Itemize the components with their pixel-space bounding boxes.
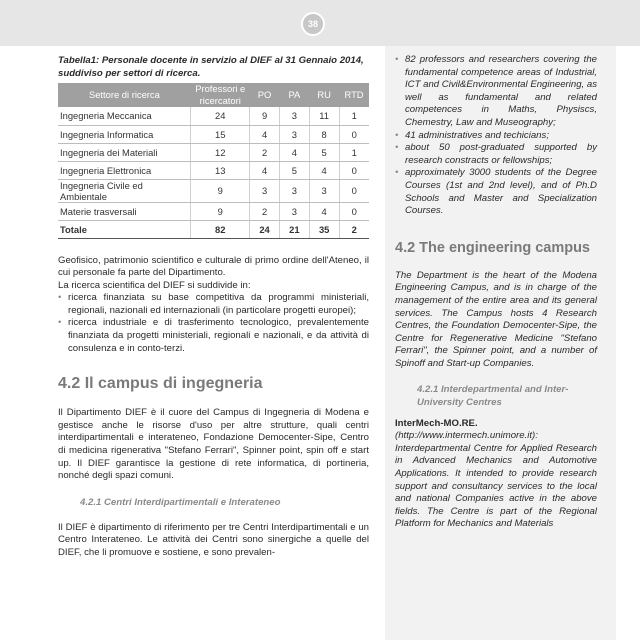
total-label: Totale [58,220,191,238]
cell-ru: 8 [309,125,339,143]
bullet-icon: • [58,317,62,329]
list-item: • approximately 3000 students of the Degree Courses (1st and 2nd level), and of Ph.D Schools and Master and Specialization Courses. [395,167,597,217]
italian-paragraph-2: Il Dipartimento DIEF è il cuore del Campus di Ingegneria di Modena e gestisce anche le risorse d'uso per altre strutture, quali centri interdipartimentali e interateneo, Fondazione Democenter-Sipe, Centro di medicina rigenerativa "Stefano Ferrari", Spinner point, spin off e start up. Il DIEF garantisce la gestione di rete informatica, di portineria, nonché degli spazi comuni. [58,407,369,482]
cell-professors: 9 [191,179,250,202]
bullet-icon: • [395,167,399,179]
cell-po: 9 [250,107,280,125]
cell-ru: 3 [309,179,339,202]
header-pa: PA [279,83,309,107]
cell-professors: 9 [191,202,250,220]
header-rtd: RTD [339,83,369,107]
cell-professors: 24 [191,107,250,125]
cell-po: 4 [250,125,280,143]
table-header-row [58,83,369,107]
bullet-icon: • [395,54,399,65]
cell-pa: 5 [279,161,309,179]
cell-pa: 4 [279,143,309,161]
list-item: • ricerca finanziata su base competitiva da programmi ministeriali, regionali, nazionali ed internazionali (in particolare progetti europei); [58,292,369,316]
cell-rtd: 0 [339,125,369,143]
list-item: • 82 professors and researchers covering the fundamental competence areas of Industrial, ICT and Civil&Environmental Engineering, as well as fundamental and related competences in Maths, Physiscs, Chemestry, Law and Museography; [395,54,597,128]
cell-rtd: 1 [339,107,369,125]
cell-po: 4 [250,161,280,179]
cell-ru: 4 [309,161,339,179]
center-description: (http://www.intermech.unimore.it): Interdepartmental Centre for Applied Research in Advanced Mechanics and Automotive Applications. It intended to provide research support and consultancy services to the local and national Companies active in the above fields. The Centre is part of the Regional Platform for Mechanics and Materials [395,430,597,530]
italian-subsection-heading: 4.2.1 Centri Interdipartimentali e Interateneo [80,496,281,508]
total-pa: 21 [279,220,309,238]
list-item: • about 50 post-graduated supported by research constracts or fellowships; [395,142,597,166]
header-sector: Settore di ricerca [58,83,191,107]
table-row [58,202,369,220]
english-paragraph-1: The Department is the heart of the Modena Engineering Campus, and is in charge of the management of the entire area and its general services. The Campus hosts 4 Research Centres, the Foundation Democenter-Sipe, the Centre for Regenerative Medicine "Stefano Ferrari", the Spinner point, and a number of Spinoff and Start-up Companies. [395,269,597,369]
header-professors: Professori e ricercatori [191,83,250,107]
italian-paragraph-1b: La ricerca scientifica del DIEF si suddivide in: [58,279,251,291]
cell-pa: 3 [279,202,309,220]
table-row [58,179,369,202]
total-po: 24 [250,220,280,238]
staff-table [58,83,369,239]
english-subsection-heading: 4.2.1 Interdepartmental and Inter-University Centres [417,384,569,409]
table-row [58,125,369,143]
cell-pa: 3 [279,125,309,143]
italian-column [58,54,369,560]
cell-ru: 4 [309,202,339,220]
header-ru: RU [309,83,339,107]
header-po: PO [250,83,280,107]
cell-rtd: 0 [339,161,369,179]
list-item: • 41 administratives and techicians; [395,129,549,141]
total-professors: 82 [191,220,250,238]
cell-po: 2 [250,202,280,220]
italian-paragraph-3: Il DIEF è dipartimento di riferimento per tre Centri Interdipartimentali e un Centro Interateneo. Le attività dei Centri sono sinergiche a quelle del DIEF, che li promuove e sostiene, e sono prevalen- [58,521,369,558]
cell-sector: Ingegneria Elettronica [58,161,191,179]
cell-po: 3 [250,179,280,202]
cell-ru: 5 [309,143,339,161]
cell-sector: Materie trasversali [58,202,191,220]
english-column [385,46,616,640]
cell-po: 2 [250,143,280,161]
cell-sector: Ingegneria Civile ed Ambientale [58,179,191,202]
cell-pa: 3 [279,107,309,125]
english-bullet-list [395,54,597,218]
table-row [58,161,369,179]
cell-rtd: 0 [339,202,369,220]
italian-section-heading: 4.2 Il campus di ingegneria [58,375,263,393]
header-band [0,0,640,46]
page-number: 38 [301,12,325,36]
cell-sector: Ingegneria dei Materiali [58,143,191,161]
table-row [58,107,369,125]
italian-paragraph-1: Geofisico, patrimonio scientifico e culturale di primo ordine dell'Ateneo, il cui personale fa parte del Dipartimento. [58,254,369,279]
table-total-row [58,220,369,238]
cell-professors: 15 [191,125,250,143]
cell-sector: Ingegneria Meccanica [58,107,191,125]
english-paragraph-2 [395,418,597,531]
cell-professors: 12 [191,143,250,161]
center-name: InterMech-MO.RE. [395,417,478,429]
cell-sector: Ingegneria Informatica [58,125,191,143]
cell-rtd: 0 [339,179,369,202]
table-row [58,143,369,161]
cell-ru: 11 [309,107,339,125]
italian-bullet-list [58,292,369,355]
list-item: • ricerca industriale e di trasferimento tecnologico, prevalentemente finanziata da progetti ministeriali, regionali e nazionali, e da attività di consulenza e in conto-terzi. [58,317,369,354]
cell-pa: 3 [279,179,309,202]
bullet-icon: • [395,142,399,154]
total-rtd: 2 [339,220,369,238]
total-ru: 35 [309,220,339,238]
bullet-icon: • [395,129,399,141]
english-section-heading: 4.2 The engineering campus [395,239,590,256]
bullet-icon: • [58,292,62,304]
cell-professors: 13 [191,161,250,179]
cell-rtd: 1 [339,143,369,161]
table-caption: Tabella1: Personale docente in servizio al DIEF al 31 Gennaio 2014, suddiviso per settori di ricerca. [58,55,364,79]
